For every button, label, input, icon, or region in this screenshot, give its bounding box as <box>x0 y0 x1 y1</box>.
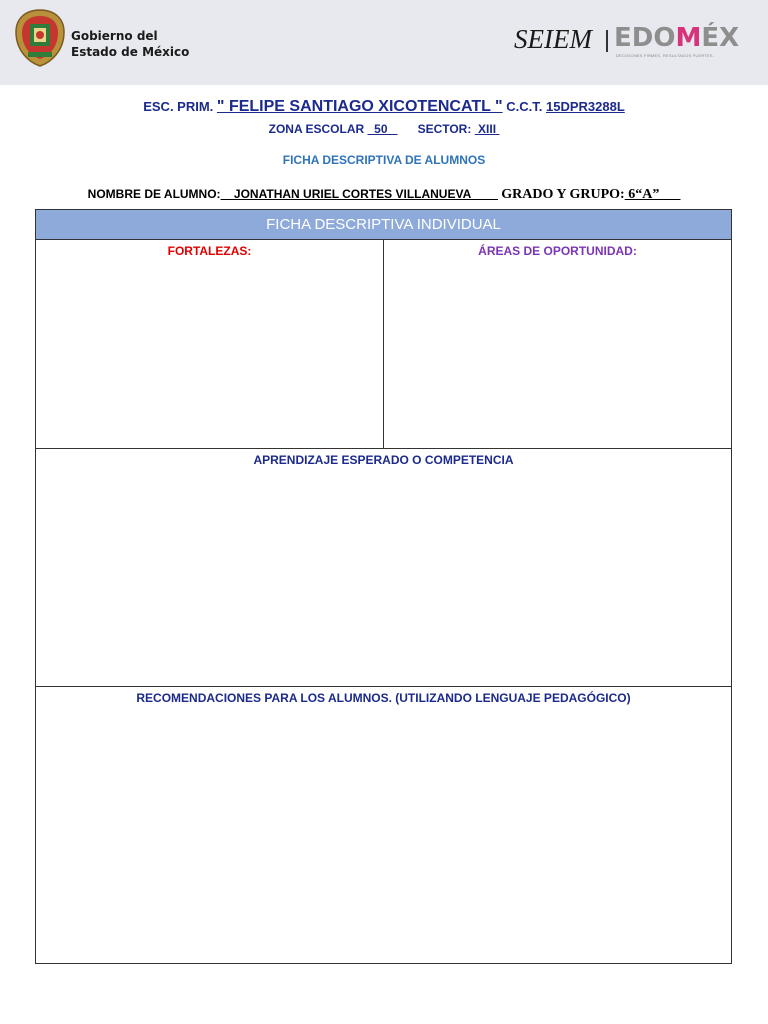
cct-label: C.C.T. <box>506 99 543 114</box>
state-seal-icon <box>14 8 66 68</box>
student-name-label: NOMBRE DE ALUMNO: <box>87 187 221 201</box>
government-name <box>71 28 189 60</box>
edomex-logo-post: ÉX <box>701 23 740 53</box>
fortalezas-label: FORTALEZAS: <box>167 244 252 258</box>
student-line <box>0 187 768 203</box>
sector-value: XIII <box>474 122 500 136</box>
fortalezas-cell[interactable] <box>36 240 384 449</box>
table-heading: FICHA DESCRIPTIVA INDIVIDUAL <box>36 210 731 240</box>
recomendaciones-cell[interactable] <box>36 687 731 963</box>
gov-line-2: Estado de México <box>71 45 190 59</box>
cct-value: 15DPR3288L <box>546 99 625 114</box>
edomex-logo-m: M <box>675 23 702 53</box>
school-prefix: ESC. PRIM. <box>143 99 214 114</box>
logo-divider <box>606 30 608 52</box>
edomex-logo <box>614 23 739 53</box>
page-header <box>0 0 768 85</box>
form-title: FICHA DESCRIPTIVA DE ALUMNOS <box>282 153 486 167</box>
recomendaciones-label: RECOMENDACIONES PARA LOS ALUMNOS. (UTILIZANDO LENGUAJE PEDAGÓGICO) <box>136 691 631 705</box>
school-name: " FELIPE SANTIAGO XICOTENCATL " <box>216 98 503 115</box>
seiem-logo: SEIEM <box>514 24 592 54</box>
school-line <box>0 98 768 116</box>
sector-label: SECTOR: <box>417 122 472 136</box>
zona-value: 50 <box>367 122 398 136</box>
aprendizaje-label: APRENDIZAJE ESPERADO O COMPETENCIA <box>253 453 514 467</box>
zona-label: ZONA ESCOLAR <box>268 122 365 136</box>
descriptive-table <box>35 209 732 964</box>
zona-line <box>0 122 768 136</box>
grado-value: 6“A”___ <box>624 187 681 202</box>
areas-label: ÁREAS DE OPORTUNIDAD: <box>478 244 637 258</box>
areas-cell[interactable] <box>384 240 731 449</box>
student-name-value: __JONATHAN URIEL CORTES VILLANUEVA____ <box>220 187 498 201</box>
edomex-tagline: DECISIONES FIRMES, RESULTADOS FUERTES. <box>616 53 715 58</box>
gov-line-1: Gobierno del <box>71 29 158 43</box>
grado-label: GRADO Y GRUPO: <box>501 187 625 202</box>
aprendizaje-cell[interactable] <box>36 449 731 687</box>
edomex-logo-pre: EDO <box>614 23 676 53</box>
